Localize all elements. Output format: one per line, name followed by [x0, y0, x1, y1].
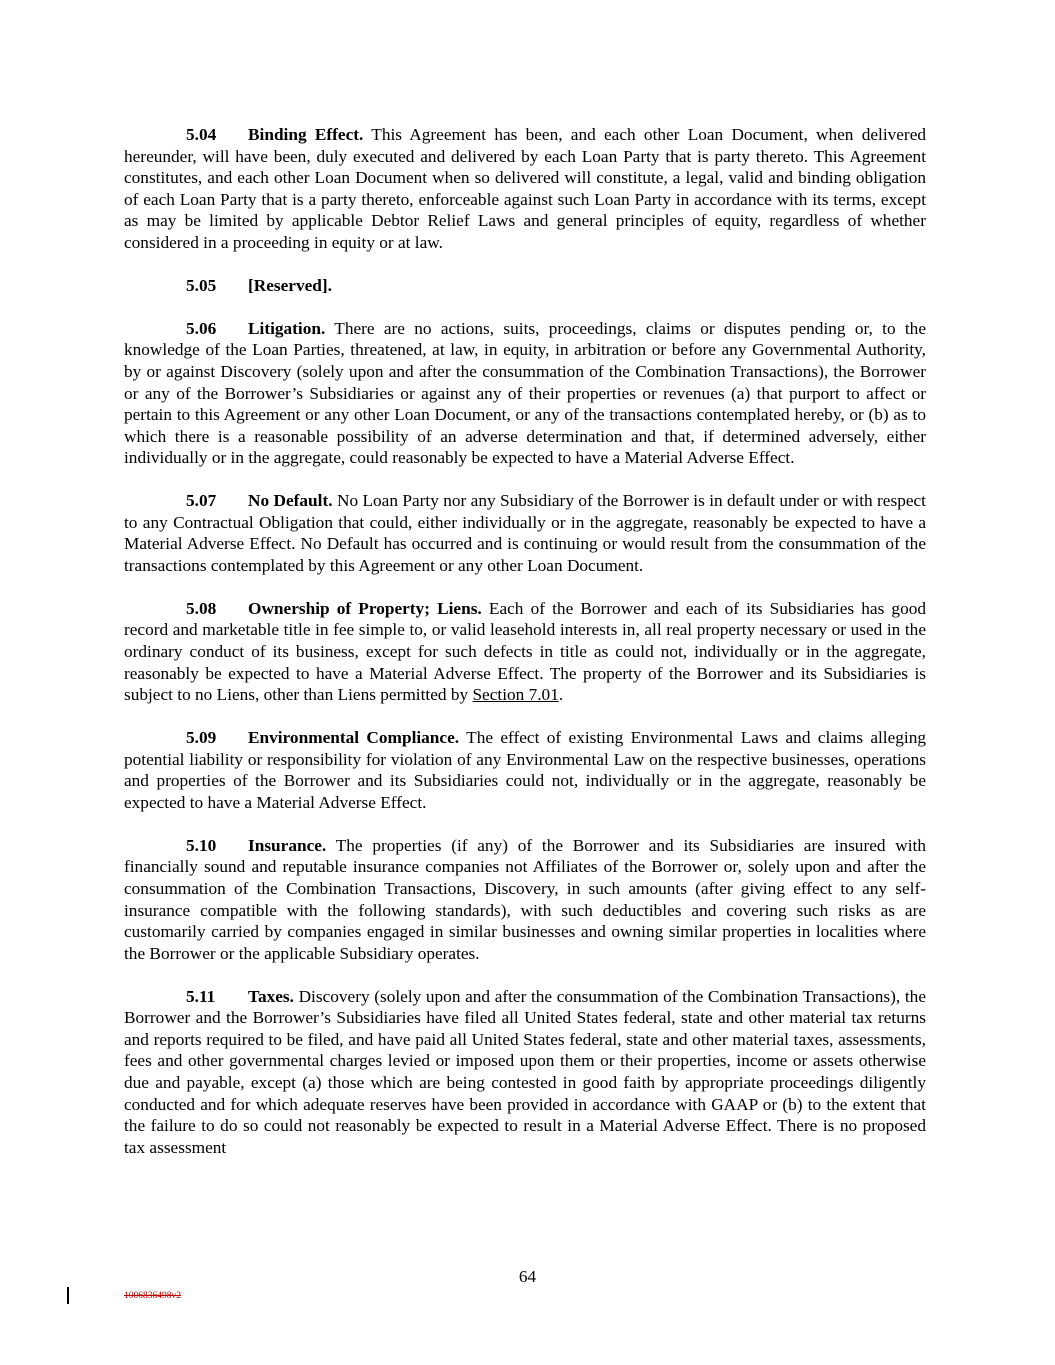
- section-text: The properties (if any) of the Borrower and its Subsidiaries are insured with financially sound and reputable insurance companies not Affiliates of the Borrower or, solely upon and after the consummation of the Combination Transactions, Discovery, in such amounts (after giving effect to any self-insurance compatible with the following standards), with such deductibles and covering such risks as are customarily carried by companies engaged in similar businesses and owning similar properties in localities where the Borrower or the applicable Subsidiary operates.: [124, 835, 926, 963]
- section-heading: Taxes.: [248, 986, 294, 1006]
- section-number: 5.06: [186, 318, 217, 338]
- section-number: 5.07: [186, 491, 217, 511]
- section-number: 5.05: [186, 275, 217, 295]
- section-heading: Litigation.: [248, 318, 326, 338]
- section-5-08: [124, 598, 926, 706]
- section-text: There are no actions, suits, proceedings, claims or disputes pending or, to the knowledge of the Loan Parties, threatened, at law, in equity, in arbitration or before any Governmental Authority, by or against Discovery (solely upon and after the consummation of the Combination Transactions), the Borrower or any of the Borrower’s Subsidiaries or against any of their properties or revenues (a) that purport to affect or pertain to this Agreement or any other Loan Document, or any of the transactions contemplated hereby, or (b) as to which there is a reasonable possibility of an adverse determination and that, if determined adversely, either individually or in the aggregate, could reasonably be expected to have a Material Adverse Effect.: [124, 318, 926, 468]
- section-text: The effect of existing Environmental Laws and claims alleging potential liability or responsibility for violation of any Environmental Law on the respective businesses, operations and properties of the Borrower and its Subsidiaries could not, individually or in the aggregate, reasonably be expected to have a Material Adverse Effect.: [124, 728, 926, 812]
- revision-change-bar: [67, 1287, 69, 1304]
- section-text: This Agreement has been, and each other Loan Document, when delivered hereunder, will have been, duly executed and delivered by each Loan Party that is party thereto. This Agreement constitutes, and each other Loan Document when so delivered will constitute, a legal, valid and binding obligation of each Loan Party that is a party thereto, enforceable against such Loan Party in accordance with its terms, except as may be limited by applicable Debtor Relief Laws and general principles of equity, regardless of whether considered in a proceeding in equity or at law.: [124, 125, 926, 252]
- section-number: 5.11: [186, 986, 216, 1006]
- page-number: 64: [518, 1267, 537, 1286]
- section-5-09: [124, 727, 926, 813]
- section-number: 5.10: [186, 835, 217, 855]
- section-text: Each of the Borrower and each of its Subsidiaries has good record and marketable title in fee simple to, or valid leasehold interests in, all real property necessary or used in the ordinary conduct of its business, except for such defects in title as could not, individually or in the aggregate, reasonably be expected to have a Material Adverse Effect. The property of the Borrower and its Subsidiaries is subject to no Liens, other than Liens permitted by: [124, 598, 926, 705]
- section-heading: Binding Effect.: [248, 125, 364, 144]
- document-body: [124, 124, 926, 1180]
- section-5-10: [124, 835, 926, 965]
- section-heading: No Default.: [248, 491, 333, 511]
- section-number: 5.08: [186, 598, 217, 618]
- section-heading: Insurance.: [248, 835, 327, 855]
- section-5-07: [124, 490, 926, 576]
- section-text: Discovery (solely upon and after the consummation of the Combination Transactions), the Borrower and the Borrower’s Subsidiaries have filed all United States federal, state and other material tax returns and reports required to be filed, and have paid all United States federal, state and other material taxes, assessments, fees and other governmental charges levied or imposed upon them or their properties, income or assets otherwise due and payable, except (a) those which are being contested in good faith by appropriate proceedings diligently conducted and for which adequate reserves have been provided in accordance with GAAP or (b) to the extent that the failure to do so could not reasonably be expected to result in a Material Adverse Effect. There is no proposed tax assessment: [124, 986, 926, 1157]
- section-5-04: [124, 124, 926, 254]
- section-number: 5.09: [186, 728, 217, 748]
- section-text: No Loan Party nor any Subsidiary of the Borrower is in default under or with respect to any Contractual Obligation that could, either individually or in the aggregate, reasonably be expected to have a Material Adverse Effect. No Default has occurred and is continuing or would result from the consummation of the transactions contemplated by this Agreement or any other Loan Document.: [124, 491, 926, 575]
- section-heading: Ownership of Property; Liens.: [248, 598, 482, 618]
- section-5-06: [124, 318, 926, 469]
- section-heading: [Reserved].: [248, 275, 332, 295]
- section-text-end: .: [558, 685, 564, 705]
- section-5-05: [124, 275, 926, 297]
- section-number: 5.04: [186, 125, 217, 144]
- document-id: 1006836498v2: [124, 1291, 181, 1301]
- section-cross-reference[interactable]: Section 7.01: [472, 685, 559, 705]
- section-5-11: [124, 986, 926, 1159]
- section-heading: Environmental Compliance.: [248, 728, 460, 748]
